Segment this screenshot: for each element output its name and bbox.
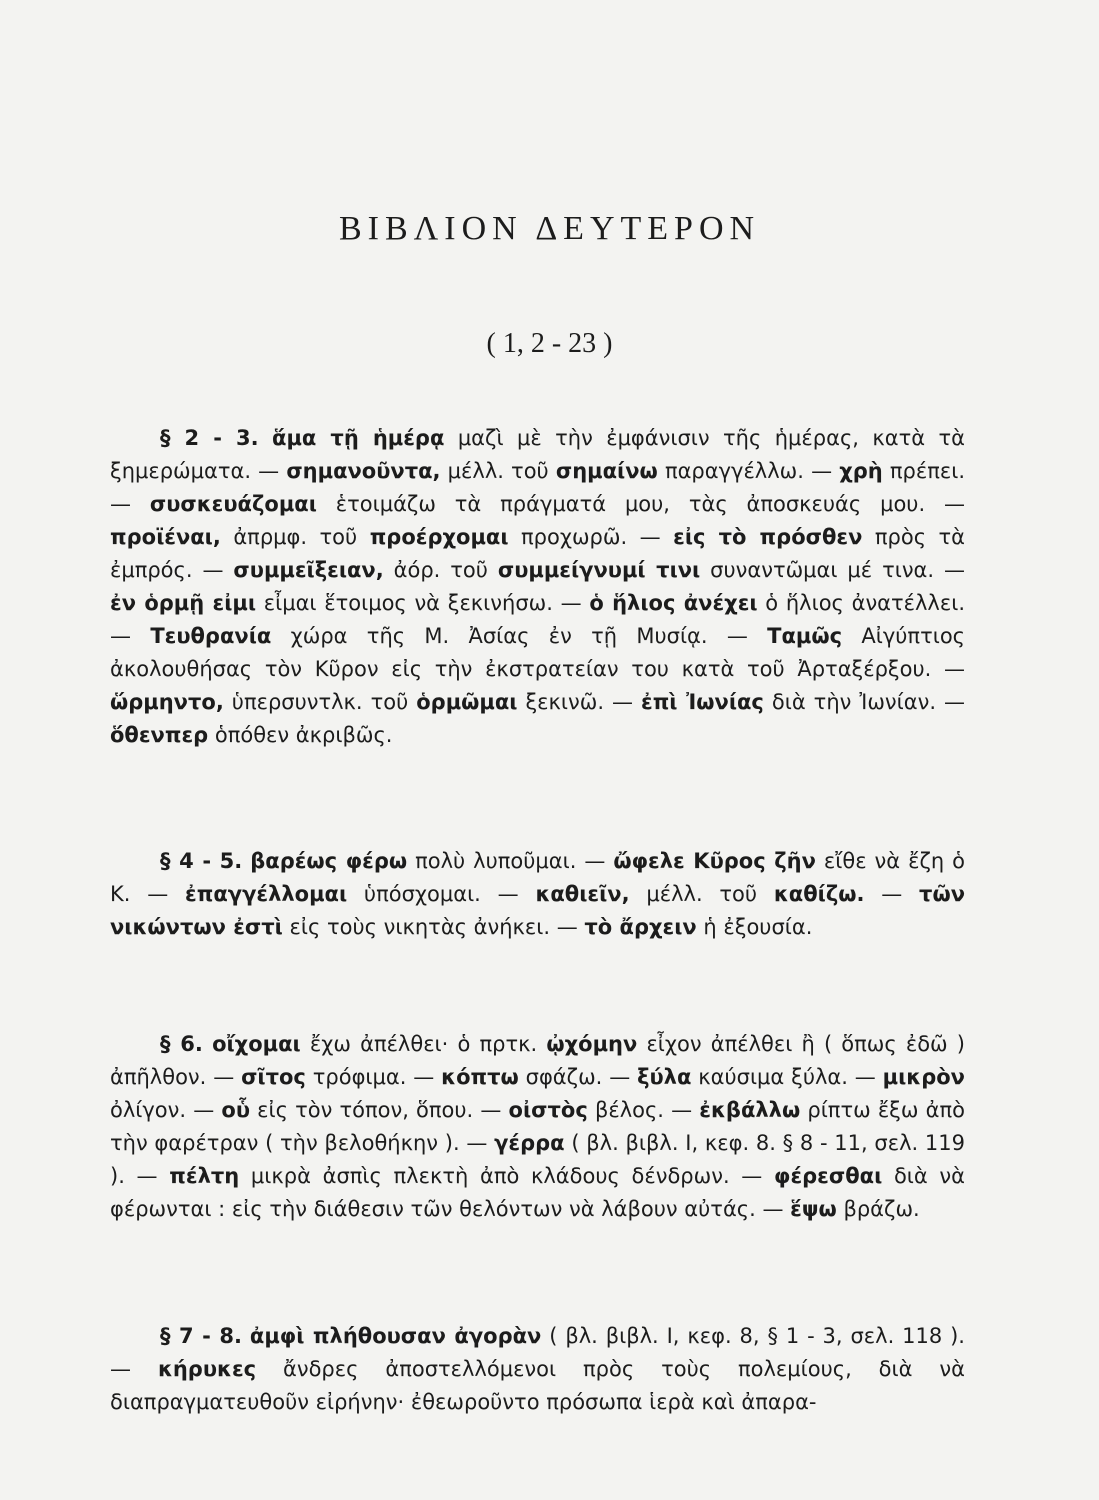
glossary-term: ἀμφὶ πλήθουσαν ἀγορὰν: [249, 1324, 542, 1348]
glossary-term: ἐν ὁρμῇ εἰμι: [110, 591, 257, 615]
glossary-term: μικρὸν: [882, 1065, 965, 1089]
section-number: § 6.: [160, 1032, 203, 1056]
glossary-term: κήρυκες: [157, 1357, 257, 1381]
glossary-definition: εἰς τὸν τόπον, ὅπου. —: [250, 1098, 509, 1122]
book-title: ΒΙΒΛΙΟΝ ΔΕΥΤΕΡΟΝ: [338, 210, 761, 247]
glossary-term: ἐκβάλλω: [699, 1098, 801, 1122]
glossary-term: κόπτω: [441, 1065, 519, 1089]
glossary-term: ἕψω: [790, 1197, 837, 1221]
glossary-definition: μαζὶ μὲ τὴν ἐμφάνισιν τῆς ἡμέρας, κατὰ τὰ ξημερώματα. —: [110, 426, 965, 483]
glossary-definition: ( βλ. βιβλ. I, κεφ. 8, § 1 - 3, σελ. 118 ). —: [110, 1324, 965, 1381]
chapter-range: ( 1, 2 - 23 ): [486, 328, 613, 359]
glossary-definition: πολὺ λυποῦμαι. —: [407, 849, 614, 873]
glossary-term: καθίζω.: [773, 882, 865, 906]
section-paragraph: [110, 1320, 965, 1419]
section-paragraph: [110, 422, 965, 752]
glossary-term: προϊέναι,: [110, 525, 221, 549]
glossary-section-7-8: [110, 1320, 965, 1419]
glossary-term: συμμείγνυμί τινι: [497, 558, 701, 582]
glossary-term: πέλτη: [169, 1164, 240, 1188]
glossary-definition: ὁπόθεν ἀκριβῶς.: [208, 723, 393, 747]
glossary-section-2-3: [110, 422, 965, 752]
glossary-term: ὤφελε Κῦρος ζῆν: [613, 849, 816, 873]
glossary-definition: βέλος. —: [587, 1098, 700, 1122]
glossary-definition: ρίπτω ἔξω ἀπὸ τὴν φαρέτραν ( τὴν βελοθήκην ). —: [110, 1098, 965, 1155]
glossary-definition: διὰ νὰ φέρωνται : εἰς τὴν διάθεσιν τῶν θελόντων νὰ λάβουν αὐτάς. —: [110, 1164, 966, 1221]
glossary-definition: μέλλ. τοῦ: [629, 882, 774, 906]
glossary-definition: πρέπει. —: [110, 459, 965, 516]
glossary-definition: ἔχω ἀπέλθει· ὁ πρτκ.: [300, 1032, 547, 1056]
glossary-term: οἴχομαι: [212, 1032, 301, 1056]
glossary-term: συσκευάζομαι: [149, 492, 317, 516]
glossary-definition: εἰς τοὺς νικητὰς ἀνήκει. —: [282, 915, 585, 939]
section-number: § 2 - 3.: [160, 426, 259, 450]
glossary-term: προέρχομαι: [369, 525, 509, 549]
glossary-definition: παραγγέλλω. —: [657, 459, 840, 483]
glossary-term: καθιεῖν,: [535, 882, 630, 906]
glossary-definition: σφάζω. —: [518, 1065, 638, 1089]
section-paragraph: [110, 845, 965, 944]
glossary-term: ᾠχόμην: [546, 1032, 638, 1056]
section-paragraph: [110, 1028, 965, 1226]
glossary-definition: βράζω.: [836, 1197, 920, 1221]
glossary-definition: ἀπρμφ. τοῦ: [220, 525, 370, 549]
section-text: [110, 1032, 965, 1221]
glossary-definition: ὑπόσχομαι. —: [347, 882, 536, 906]
glossary-term: τὸ ἄρχειν: [584, 915, 697, 939]
glossary-definition: ὑπερσυντλκ. τοῦ: [223, 690, 417, 714]
glossary-term: ὁ ἥλιος ἀνέχει: [589, 591, 758, 615]
glossary-term: φέρεσθαι: [774, 1164, 883, 1188]
glossary-definition: διὰ τὴν Ἰωνίαν. —: [763, 690, 965, 714]
glossary-term: βαρέως φέρω: [250, 849, 408, 873]
glossary-term: τῶν νικώντων ἐστὶ: [110, 882, 966, 939]
glossary-term: ἐπαγγέλλομαι: [185, 882, 348, 906]
glossary-definition: —: [864, 882, 920, 906]
glossary-term: γέρρα: [494, 1131, 565, 1155]
glossary-term: ἅμα τῇ ἡμέρᾳ: [272, 426, 445, 450]
glossary-definition: ἡ ἐξουσία.: [696, 915, 813, 939]
glossary-term: ὥρμηντο,: [110, 690, 224, 714]
glossary-term: ὅθενπερ: [110, 723, 209, 747]
section-number: § 4 - 5.: [160, 849, 243, 873]
glossary-definition: ἀόρ. τοῦ: [383, 558, 498, 582]
glossary-definition: ὁ ἥλιος ἀνατέλλει. —: [110, 591, 965, 648]
glossary-term: συμμεῖξειαν,: [233, 558, 384, 582]
glossary-term: οὗ: [221, 1098, 250, 1122]
glossary-definition: εἶμαι ἕτοιμος νὰ ξεκινήσω. —: [256, 591, 590, 615]
glossary-definition: εἶχον ἀπέλθει ἢ ( ὅπως ἐδῶ ) ἀπῆλθον. —: [110, 1032, 965, 1089]
glossary-definition: ἄνδρες ἀποστελλόμενοι πρὸς τοὺς πολεμίους, διὰ νὰ διαπραγματευθοῦν εἰρήνην· ἐθεωροῦντο πρόσωπα ἱερὰ καὶ ἀπαρα-: [110, 1357, 965, 1414]
glossary-definition: μικρὰ ἀσπὶς πλεκτὴ ἀπὸ κλάδους δένδρων. —: [239, 1164, 775, 1188]
glossary-term: σημανοῦντα,: [286, 459, 441, 483]
glossary-term: Ταμῶς: [767, 624, 843, 648]
glossary-definition: εἴθε νὰ ἔζη ὁ Κ. —: [110, 849, 965, 906]
glossary-definition: καύσιμα ξύλα. —: [691, 1065, 883, 1089]
glossary-term: σῖτος: [241, 1065, 306, 1089]
glossary-term: ξύλα: [637, 1065, 692, 1089]
glossary-term: ἐπὶ Ἰωνίας: [641, 690, 764, 714]
glossary-definition: ὀλίγον. —: [110, 1098, 222, 1122]
glossary-definition: μέλλ. τοῦ: [440, 459, 556, 483]
glossary-term: εἰς τὸ πρόσθεν: [673, 525, 863, 549]
glossary-definition: χώρα τῆς Μ. Ἀσίας ἐν τῇ Μυσίᾳ. —: [271, 624, 768, 648]
glossary-definition: προχωρῶ. —: [508, 525, 674, 549]
glossary-term: οἰστὸς: [508, 1098, 588, 1122]
glossary-definition: ἑτοιμάζω τὰ πράγματά μου, τὰς ἀποσκευάς μου. —: [316, 492, 965, 516]
glossary-definition: ξεκινῶ. —: [517, 690, 641, 714]
glossary-section-4-5: [110, 845, 965, 944]
section-text: [110, 426, 965, 747]
glossary-definition: συναντῶμαι μέ τινα. —: [700, 558, 965, 582]
glossary-definition: ( βλ. βιβλ. I, κεφ. 8. § 8 - 11, σελ. 119 ). —: [110, 1131, 965, 1188]
glossary-definition: τρόφιμα. —: [305, 1065, 442, 1089]
glossary-term: σημαίνω: [555, 459, 658, 483]
glossary-definition: Αἰγύπτιος ἀκολουθήσας τὸν Κῦρον εἰς τὴν ἐκστρατείαν του κατὰ τοῦ Ἀρταξέρξου. —: [110, 624, 965, 681]
section-number: § 7 - 8.: [160, 1324, 242, 1348]
glossary-definition: πρὸς τὰ ἐμπρός. —: [110, 525, 966, 582]
glossary-term: ὁρμῶμαι: [416, 690, 518, 714]
glossary-term: Τευθρανία: [150, 624, 272, 648]
glossary-term: χρὴ: [839, 459, 883, 483]
glossary-section-6: [110, 1028, 965, 1226]
